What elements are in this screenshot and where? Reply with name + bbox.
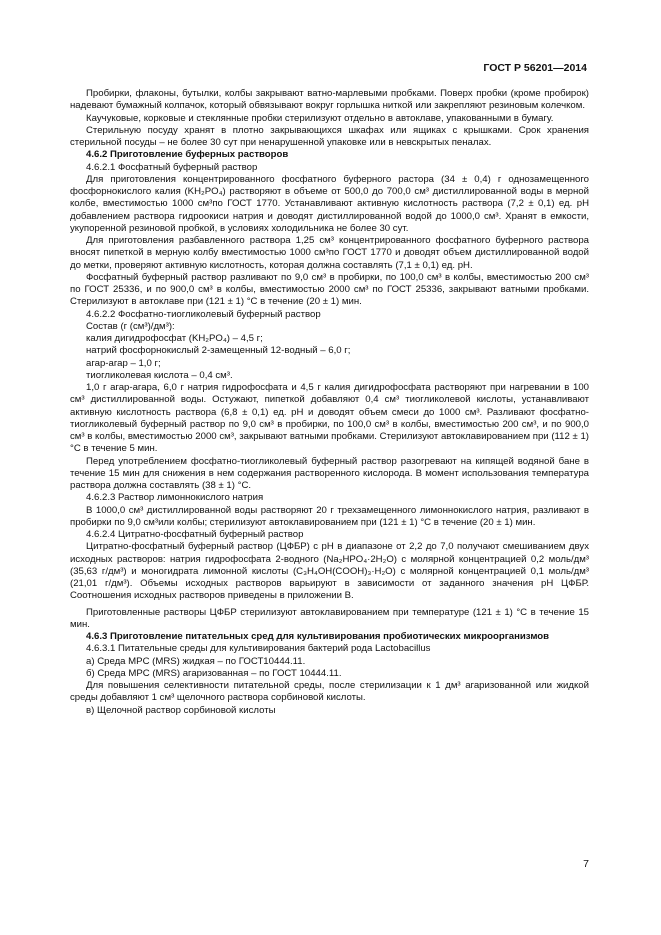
list-item: натрий фосфорнокислый 2-замещенный 12-водный – 6,0 г; <box>86 345 351 357</box>
subsection-heading: 4.6.3.1 Питательные среды для культивирования бактерий рода Lactobacillus <box>86 643 431 655</box>
paragraph: Цитратно-фосфатный буферный раствор (ЦФБР) с рН в диапазоне от 2,2 до 7,0 получают смешиванием двух исходных растворов: натрия гидрофосфата 2-водного (Na₂HPO₄·2H₂O) с молярной концентрацией 0,2 моль/дм³ (35,63 г/дм³) и моногидрата лимонной кислоты (C₃H₄OH(COOH)₃·H₂O) с молярной концентрацией 0,1 моль/дм³ (21,01 г/дм³). Объемы исходных растворов варьируют в зависимости от заданного значения рН ЦФБР. Соотношения исходных растворов приведены в приложении В. <box>70 541 589 602</box>
paragraph: Каучуковые, корковые и стеклянные пробки стерилизуют отдельно в автоклаве, упакованными в бумагу. <box>86 112 554 124</box>
list-item: а) Среда MPC (MRS) жидкая – по ГОСТ10444.11. <box>86 655 306 667</box>
paragraph: Стерильную посуду хранят в плотно закрывающихся шкафах или ящиках с крышками. Срок хранения стерильной посуды – не более 30 сут при ненарушенной упаковке или в невскрытых пеналах. <box>70 124 589 148</box>
list-item: в) Щелочной раствор сорбиновой кислоты <box>86 704 276 716</box>
list-item: агар-агар – 1,0 г; <box>86 357 161 369</box>
subsection-heading: 4.6.2.3 Раствор лимоннокислого натрия <box>86 492 264 504</box>
paragraph: Для повышения селективности питательной среды, после стерилизации к 1 дм³ агаризованной или жидкой среды добавляют 1 см³ щелочного раствора сорбиновой кислоты. <box>70 680 589 704</box>
paragraph: Для приготовления концентрированного фосфатного буферного растора (34 ± 0,4) г однозамещенного фосфорнокислого калия (KH₂PO₄) растворяют в объеме от 500,0 до 700,0 см³ дистиллированной воды в мерной колбе, вместимостью 1000 см³по ГОСТ 1770. Устанавливают активную кислотность раствора (7,2 ± 0,1) ед. pH добавлением раствора гидроокиси натрия и доводят дистиллированной водой до 1000,0 см³. Хранят в емкости, укупоренной резиновой пробкой, в условиях холодильника не более 30 сут. <box>70 173 589 234</box>
page-number: 7 <box>583 858 589 870</box>
subsection-heading: 4.6.2.4 Цитратно-фосфатный буферный раствор <box>86 529 304 540</box>
paragraph: Фосфатный буферный раствор разливают по 9,0 см³ в пробирки, по 100,0 см³ в колбы, вместимостью 200 см³ по ГОСТ 25336, и по 900,0 см³ в колбы, вместимостью 2000 см³ по ГОСТ 25336, закрывают ватными пробками. Стерилизуют в автоклаве при (121 ± 1) °С в течение (20 ± 1) мин. <box>70 271 589 308</box>
list-intro: Состав (г (см³)/дм³): <box>86 320 175 332</box>
section-heading: 4.6.2 Приготовление буферных растворов <box>86 149 289 161</box>
paragraph: 1,0 г агар-агара, 6,0 г натрия гидрофосфата и 4,5 г калия дигидрофосфата растворяют при нагревании в 100 см³ дистиллированной воды. Остужают, пипеткой добавляют 0,4 см³ тиогликолевой кислоты, устанавливают активную кислотность раствора (6,8 ± 0,1) ед. pH и доводят объем смеси до 1000 см³. Разливают фосфатно-тиогликолевый буферный раствор по 9,0 см³ в пробирки, по 100,0 см³ в колбы, вместимостью 200 см³, и по 900,0 см³ в колбы, вместимостью 2000 см³, закрывают ватными пробками. Стерилизуют автоклавированием при (112 ± 1) °С в течение 5 мин. <box>70 382 589 455</box>
paragraph: Приготовленные растворы ЦФБР стерилизуют автоклавированием при температуре (121 ± 1) °С в течение 15 мин. <box>70 606 589 630</box>
list-item: б) Среда MPC (MRS) агаризованная – по ГОСТ 10444.11. <box>86 667 342 679</box>
list-item: тиогликолевая кислота – 0,4 см³. <box>86 369 233 381</box>
document-header: ГОСТ Р 56201—2014 <box>483 62 587 74</box>
paragraph: Для приготовления разбавленного раствора 1,25 см³ концентрированного фосфатного буферного раствора вносят пипеткой в мерную колбу вместимостью 1000 см³по ГОСТ 1770 и доводят объем дистиллированной водой до метки, проверяют активную кислотность, которая должна составлять (7,1 ± 0,1) ед. pH. <box>70 235 589 271</box>
paragraph: Перед употреблением фосфатно-тиогликолевый буферный раствор разогревают на кипящей водяной бане в течение 15 мин для снижения в нем содержания растворенного кислорода. В момент использования температура раствора должна составлять (38 ± 1) °С. <box>70 455 589 491</box>
paragraph: В 1000,0 см³ дистиллированной воды растворяют 20 г трехзамещенного лимоннокислого натрия, разливают в пробирки по 9,0 см³или колбы; стерилизуют автоклавированием при (121 ± 1) °С в течение (20 ± 1) мин. <box>70 504 589 528</box>
section-heading: 4.6.3 Приготовление питательных сред для культивирования пробиотических микроорганизмов <box>86 631 550 642</box>
document-body <box>70 88 589 717</box>
paragraph: Пробирки, флаконы, бутылки, колбы закрывают ватно-марлевыми пробками. Поверх пробки (кроме пробирок) надевают бумажный колпачок, который обвязывают вокруг горлышка ниткой или закрепляют резиновым колечком. <box>70 88 589 112</box>
subsection-heading: 4.6.2.2 Фосфатно-тиогликолевый буферный раствор <box>86 308 321 320</box>
subsection-heading: 4.6.2.1 Фосфатный буферный раствор <box>86 161 258 173</box>
list-item: калия дигидрофосфат (KH₂PO₄) – 4,5 г; <box>86 333 263 344</box>
